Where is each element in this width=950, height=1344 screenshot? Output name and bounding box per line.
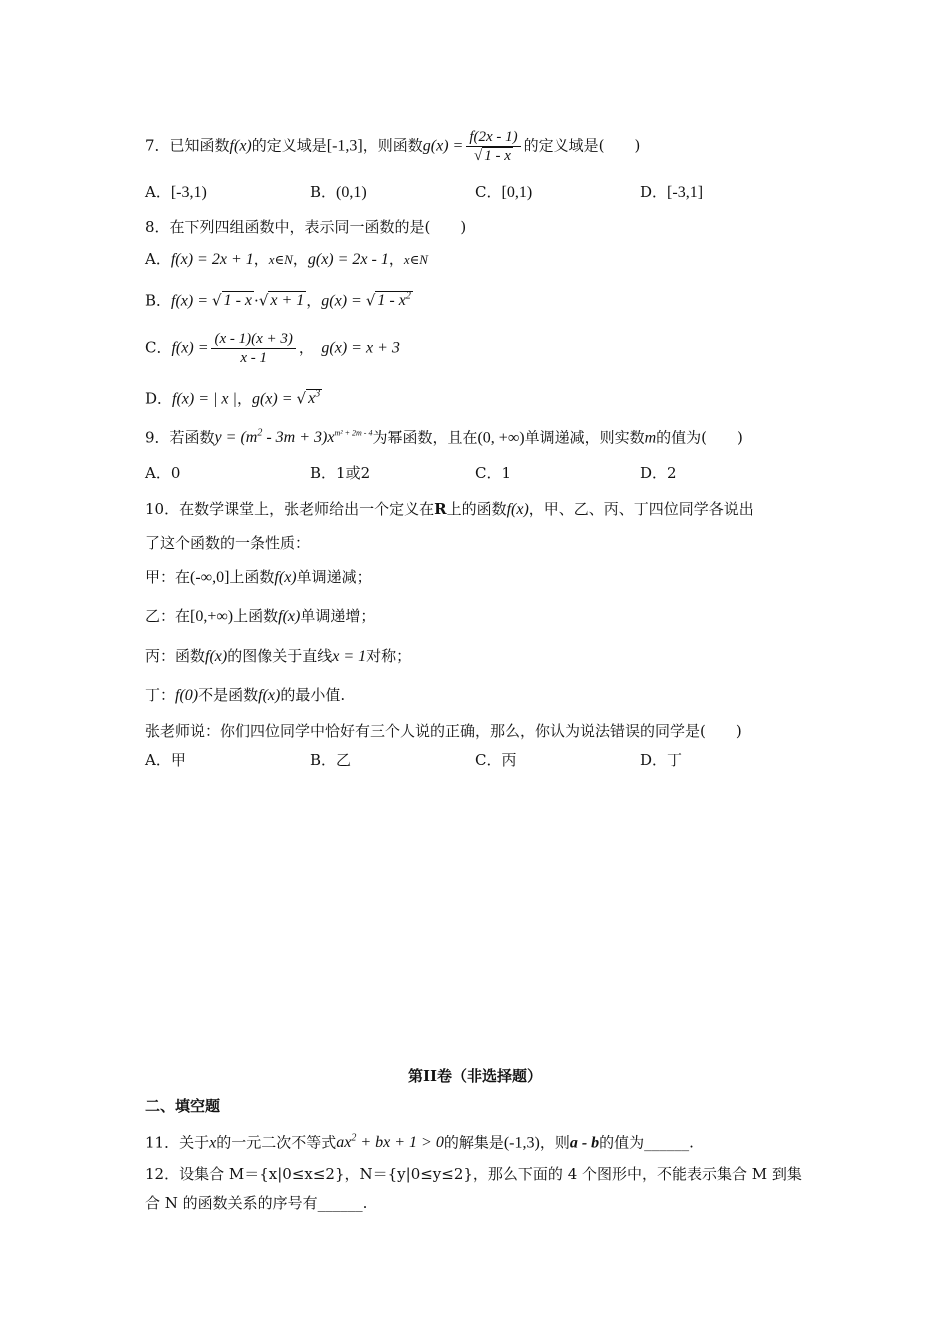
- question-10-stem-line2: 了这个函数的一条性质：: [145, 534, 311, 552]
- question-12-line1: 12．设集合 M＝{x|0≤x≤2}，N＝{y|0≤y≤2}，那么下面的 4 个图形中，不能表示集合 M 到集: [145, 1165, 802, 1183]
- q7-denominator: 1 - x: [484, 148, 511, 164]
- question-11: 11．关于x的一元二次不等式$ax^2$ + bx + 1 > 0的解集是(-1,3)，则a - b的值为______.: [145, 1133, 694, 1152]
- question-10-stem-line1: 10．在数学课堂上，张老师给出一个定义在R上的函数f(x)，甲、乙、丙、丁四位同学各说出: [145, 500, 754, 518]
- q9-option-d: D．2: [640, 464, 677, 482]
- q9-option-a: A．0: [145, 464, 181, 482]
- q8-option-b: B．f(x) = √ 1 - x ·√ x + 1 ，g(x) = √ $1 - x^2$: [145, 291, 411, 310]
- q10-option-c: C．丙: [475, 751, 517, 769]
- q10-statement-bing: 丙：函数f(x)的图像关于直线x = 1对称；: [145, 647, 412, 665]
- q8-option-c: C．f(x) = $\frac{(x - 1)(x + 3)}{x - 1}$ ， g(x) = x + 3: [145, 331, 400, 366]
- q7-fx: f(x): [229, 137, 252, 155]
- q10-option-a: A．甲: [145, 751, 186, 769]
- q10-option-d: D．丁: [640, 751, 683, 769]
- question-8-stem: 8．在下列四组函数中，表示同一函数的是( ): [145, 218, 467, 236]
- q7-text: 的定义域是( ): [523, 136, 641, 155]
- q9-option-b: B．1或2: [310, 464, 371, 482]
- q9-option-c: C．1: [475, 464, 512, 482]
- question-7-stem: [145, 128, 640, 165]
- q7-option-b: B．(0,1): [310, 183, 367, 201]
- question-9-stem: 9．若函数$y = (m^2 - 3m + 3)x^{m^2 + 2m - 4}$为幂函数，且在(0, +∞)单调递减，则实数m的值为( ): [145, 428, 743, 447]
- q7-option-a: A．[-3,1): [145, 183, 207, 201]
- question-12-line2: 合 N 的函数关系的序号有______.: [145, 1194, 368, 1212]
- q7-text: 7．已知函数: [145, 136, 230, 155]
- q7-gx: g(x) =: [422, 137, 464, 155]
- q10-statement-yi: 乙：在[0,+∞)上函数f(x)单调递增；: [145, 607, 376, 625]
- q7-text: ，则函数: [362, 136, 423, 155]
- q9-function: $y = (m^2 - 3m + 3)x^{m^2 + 2m - 4}$: [214, 428, 373, 447]
- q8-option-a: A．f(x) = 2x + 1，x∈N，g(x) = 2x - 1，x∈N: [145, 250, 428, 268]
- q8-option-d: D．f(x) = | x |，g(x) = √ $x^3$: [145, 389, 321, 408]
- q7-text: 的定义域是: [251, 136, 327, 155]
- q7-domain: [-1,3]: [326, 137, 363, 155]
- q11-inequality: $ax^2$ + bx + 1 > 0: [336, 1133, 444, 1152]
- q10-statement-jia: 甲：在(-∞,0]上函数f(x)单调递减；: [145, 568, 372, 586]
- q10-teacher-remark: 张老师说：你们四位同学中恰好有三个人说的正确，那么，你认为说法错误的同学是( ): [145, 722, 742, 740]
- q10-statement-ding: 丁：f(0)不是函数f(x)的最小值.: [145, 686, 346, 704]
- q7-numerator: f(2x - 1): [466, 128, 520, 147]
- q8-c-fraction: $\frac{(x - 1)(x + 3)}{x - 1}$: [211, 330, 295, 367]
- q7-option-d: D．[-3,1]: [640, 183, 704, 201]
- q7-fraction: $\frac{f(2x - 1)}{√ 1 - x}$: [466, 128, 520, 165]
- q10-option-b: B．乙: [310, 751, 352, 769]
- part-2-title: 第II卷（非选择题）: [407, 1067, 543, 1085]
- q7-option-c: C．[0,1): [475, 183, 533, 201]
- section-fill-in-blank: 二、填空题: [145, 1097, 221, 1115]
